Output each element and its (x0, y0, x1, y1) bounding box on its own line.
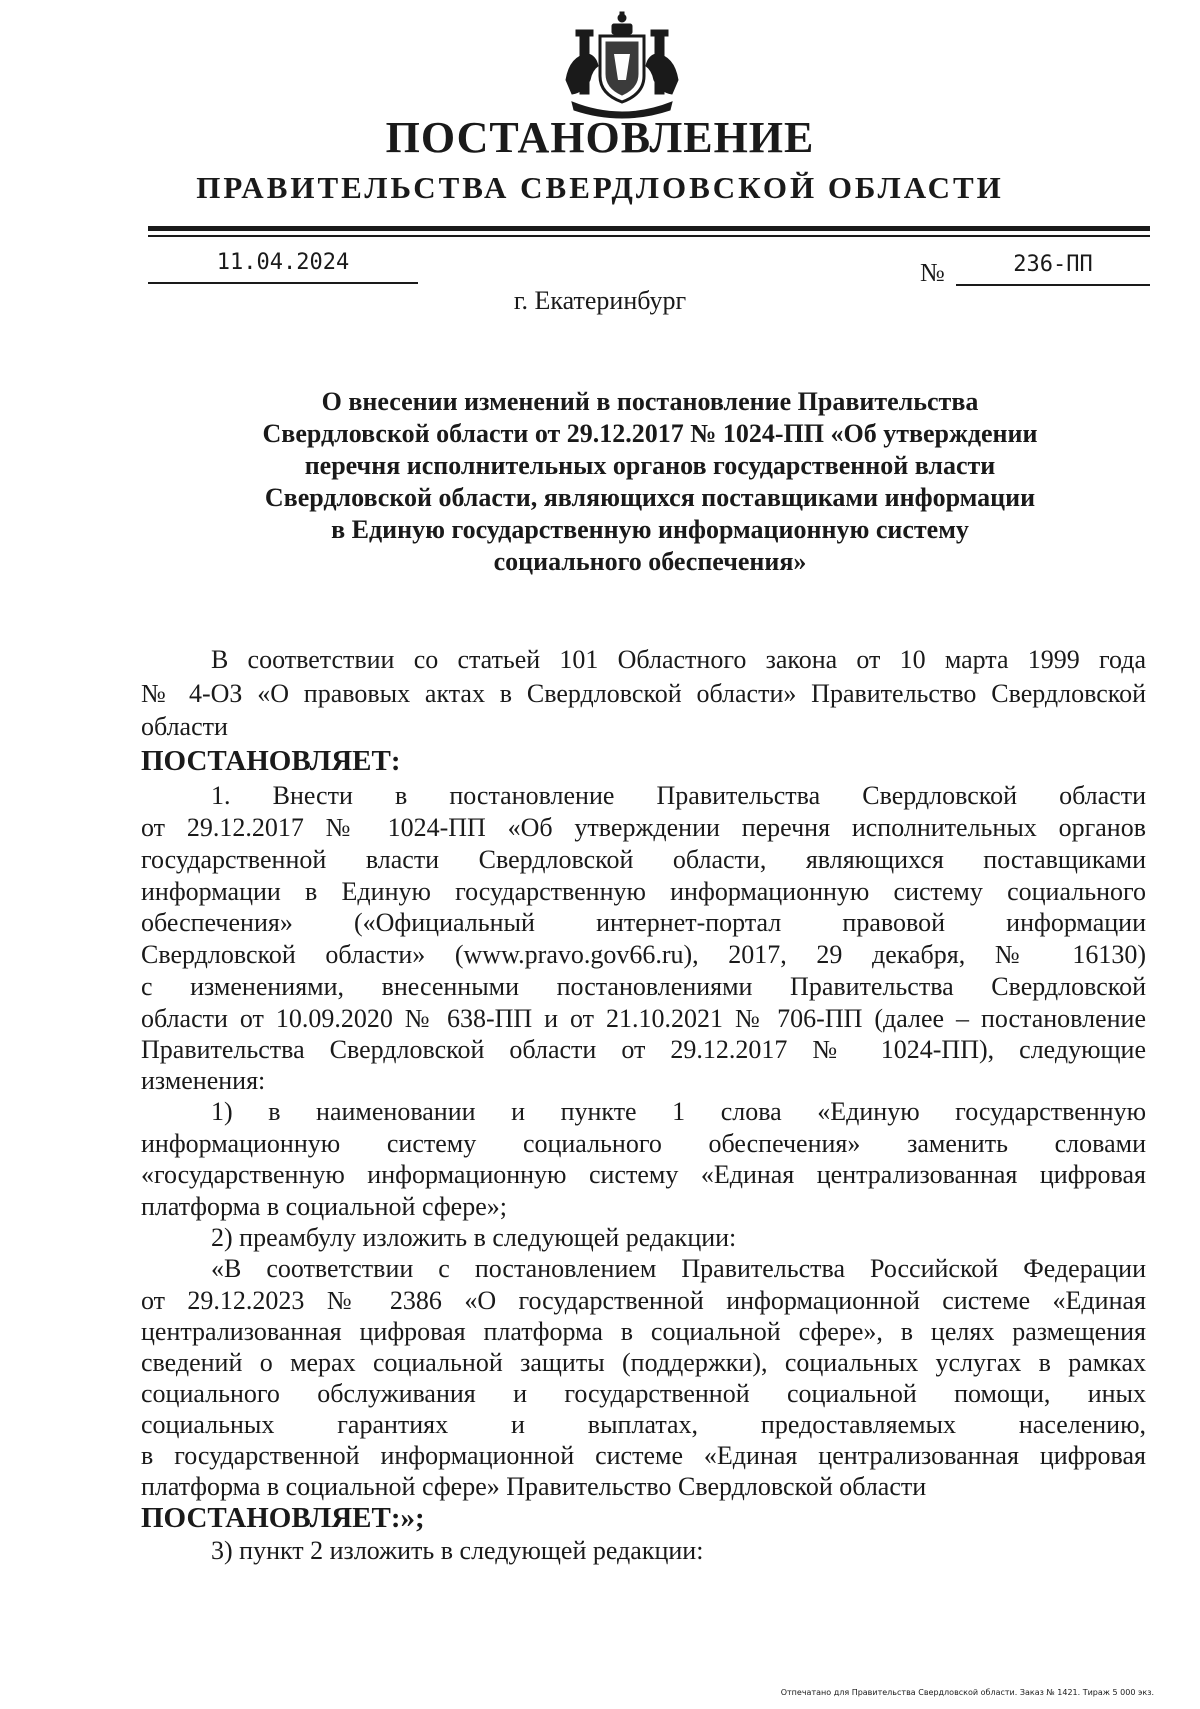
title-line: перечня исполнительных органов государственной власти (304, 451, 996, 480)
title-line: социального обеспечения» (493, 547, 807, 576)
body-line: информационную систему социального обеспечения» заменить словами (141, 1129, 1146, 1158)
city-line: г. Екатеринбург (513, 286, 687, 315)
body-line: области (141, 712, 228, 741)
title-line: Свердловской области, являющихся поставщиками информации (264, 483, 1036, 512)
print-imprint: Отпечатано для Правительства Свердловской области. Заказ № 1421. Тираж 5 000 экз. (780, 1688, 1154, 1697)
body-line: 2) преамбулу изложить в следующей редакции: (211, 1223, 737, 1252)
body-line: от 29.12.2023 № 2386 «О государственной информационной системе «Единая (141, 1286, 1146, 1315)
body-line: информации в Единую государственную информационную систему социального (141, 877, 1146, 906)
body-line: сведений о мерах социальной защиты (поддержки), социальных услугах в рамках (141, 1348, 1146, 1377)
title-line: Свердловской области от 29.12.2017 № 1024-ПП «Об утверждении (262, 419, 1038, 448)
document-body (141, 643, 1146, 1566)
body-line: 3) пункт 2 изложить в следующей редакции: (211, 1536, 704, 1565)
issuer-heading: ПРАВИТЕЛЬСТВА СВЕРДЛОВСКОЙ ОБЛАСТИ (196, 170, 1004, 205)
body-line: социального обслуживания и государственной социальной помощи, иных (141, 1379, 1146, 1408)
document-number: 236-ПП (956, 250, 1150, 286)
body-line: обеспечения» («Официальный интернет-портал правовой информации (141, 908, 1146, 937)
body-line: платформа в социальной сфере» Правительство Свердловской области (141, 1472, 927, 1501)
body-line: 1. Внести в постановление Правительства Свердловской области (211, 781, 1146, 810)
body-line: 1) в наименовании и пункте 1 слова «Единую государственную (211, 1097, 1146, 1126)
document-type-heading: ПОСТАНОВЛЕНИЕ (385, 113, 815, 162)
resolves-heading: ПОСТАНОВЛЯЕТ: (141, 745, 401, 777)
title-line: в Единую государственную информационную систему (331, 515, 969, 544)
body-line: области от 10.09.2020 № 638-ПП и от 21.10.2021 № 706-ПП (далее – постановление (141, 1004, 1146, 1033)
body-line: централизованная цифровая платформа в социальной сфере», в целях размещения (141, 1317, 1146, 1346)
number-sign: № (920, 258, 945, 287)
body-line: В соответствии со статьей 101 Областного закона от 10 марта 1999 года (211, 645, 1146, 674)
header-divider-thick (148, 226, 1150, 231)
header-divider-thin (148, 235, 1150, 237)
document-title (150, 386, 1150, 578)
body-line: платформа в социальной сфере»; (141, 1192, 507, 1221)
body-line: «государственную информационную систему «Единая централизованная цифровая (141, 1160, 1146, 1189)
body-line: социальных гарантиях и выплатах, предоставляемых населению, (141, 1410, 1146, 1439)
body-line: Правительства Свердловской области от 29.12.2017 № 1024-ПП), следующие (141, 1035, 1146, 1064)
body-line: изменения: (141, 1066, 266, 1095)
title-line: О внесении изменений в постановление Правительства (321, 387, 979, 416)
coat-of-arms-emblem (562, 10, 682, 122)
document-date: 11.04.2024 (148, 248, 418, 284)
body-line: Свердловской области» (www.pravo.gov66.ru), 2017, 29 декабря, № 16130) (141, 940, 1146, 969)
body-line: «В соответствии с постановлением Правительства Российской Федерации (211, 1254, 1146, 1283)
body-line: от 29.12.2017 № 1024-ПП «Об утверждении перечня исполнительных органов (141, 813, 1146, 842)
body-line: с изменениями, внесенными постановлениями Правительства Свердловской (141, 972, 1146, 1001)
body-line: государственной власти Свердловской области, являющихся поставщиками (141, 845, 1146, 874)
body-line: в государственной информационной системе «Единая централизованная цифровая (141, 1441, 1146, 1470)
body-line: № 4-ОЗ «О правовых актах в Свердловской области» Правительство Свердловской (141, 679, 1146, 708)
resolves-heading: ПОСТАНОВЛЯЕТ:»; (141, 1502, 425, 1534)
